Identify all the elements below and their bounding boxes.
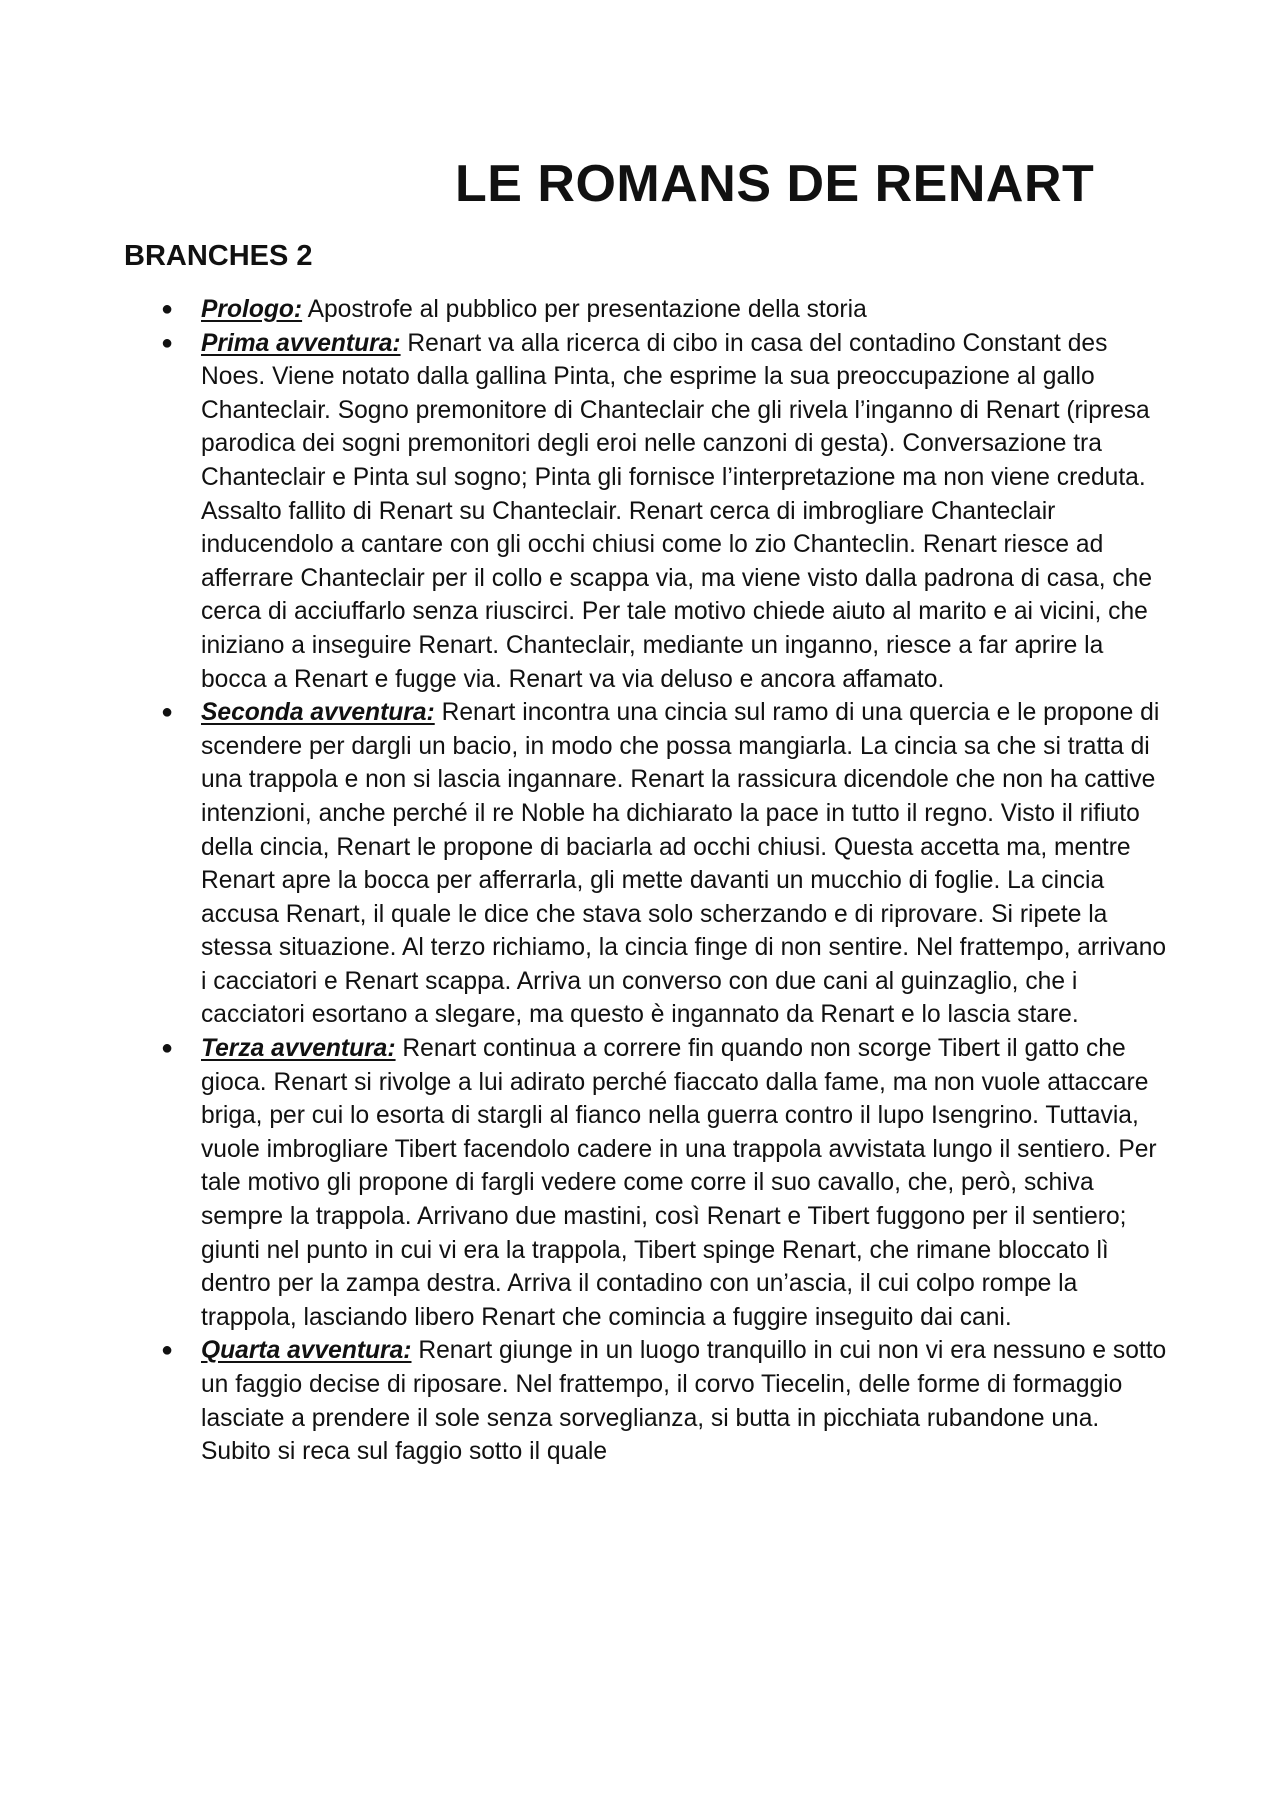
list-item — [150, 1032, 1170, 1334]
section-heading: BRANCHES 2 — [124, 240, 313, 272]
item-label: Prima avventura: — [201, 329, 401, 357]
item-label: Seconda avventura: — [201, 699, 435, 727]
item-text: Renart continua a correre fin quando non scorge Tibert il gatto che gioca. Renart si rivolge a lui adirato perché fiaccato dalla fame, ma non vuole attaccare briga, per cui lo esorta di stargli al fianco nella guerra contro il lupo Isengrino. Tuttavia, vuole imbrogliare Tibert facendolo cadere in una trappola avvistata lungo il sentiero. Per tale motivo gli propone di fargli vedere come corre il suo cavallo, che, però, schiva sempre la trappola. Arrivano due mastini, così Renart e Tibert fuggono per il sentiero; giunti nel punto in cui vi era la trappola, Tibert spinge Renart, che rimane bloccato lì dentro per la zampa destra. Arriva il contadino con un’ascia, il cui colpo rompe la trappola, lasciando libero Renart che comincia a fuggire inseguito dai cani. — [201, 1035, 1157, 1331]
document-title: LE ROMANS DE RENART — [455, 155, 1095, 213]
list-item — [150, 293, 1170, 327]
item-label: Terza avventura: — [201, 1035, 396, 1063]
bullet-icon: ● — [161, 1339, 174, 1362]
item-text: Renart giunge in un luogo tranquillo in cui non vi era nessuno e sotto un faggio decise di riposare. Nel frattempo, il corvo Tiecelin, delle forme di formaggio lasciate a prendere il sole senza sorveglianza, si butta in picchiata rubandone una. Subito si reca sul faggio sotto il quale — [201, 1337, 1167, 1466]
list-item — [150, 327, 1170, 697]
list-item — [150, 696, 1170, 1032]
adventure-list — [150, 293, 1170, 1469]
item-text: Renart incontra una cincia sul ramo di una quercia e le propone di scendere per dargli un bacio, in modo che possa mangiarla. La cincia sa che si tratta di una trappola e non si lascia ingannare. Renart la rassicura dicendole che non ha cattive intenzioni, anche perché il re Noble ha dichiarato la pace in tutto il regno. Visto il rifiuto della cincia, Renart le propone di baciarla ad occhi chiusi. Questa accetta ma, mentre Renart apre la bocca per afferrarla, gli mette davanti un mucchio di foglie. La cincia accusa Renart, il quale le dice che stava solo scherzando e di riprovare. Si ripete la stessa situazione. Al terzo richiamo, la cincia finge di non sentire. Nel frattempo, arrivano i cacciatori e Renart scappa. Arriva un converso con due cani al guinzaglio, che i cacciatori esortano a slegare, ma questo è ingannato da Renart e lo lascia stare. — [201, 699, 1167, 1029]
item-label: Prologo: — [201, 296, 303, 323]
item-text: Renart va alla ricerca di cibo in casa del contadino Constant des Noes. Viene notato dalla gallina Pinta, che esprime la sua preoccupazione al gallo Chanteclair. Sogno premonitore di Chanteclair che gli rivela l’inganno di Renart (ripresa parodica dei sogni premonitori degli eroi nelle canzoni di gesta). Conversazione tra Chanteclair e Pinta sul sogno; Pinta gli fornisce l’interpretazione ma non viene creduta. Assalto fallito di Renart su Chanteclair. Renart cerca di imbrogliare Chanteclair inducendolo a cantare con gli occhi chiusi come lo zio Chanteclin. Renart riesce ad afferrare Chanteclair per il collo e scappa via, ma viene visto dalla padrona di casa, che cerca di acciuffarlo senza riuscirci. Per tale motivo chiede aiuto al marito e ai vicini, che iniziano a inseguire Renart. Chanteclair, mediante un inganno, riesce a far aprire la bocca a Renart e fugge via. Renart va via deluso e ancora affamato. — [201, 329, 1153, 693]
bullet-icon: ● — [161, 331, 174, 354]
item-text: Apostrofe al pubblico per presentazione della storia — [307, 296, 867, 323]
list-item — [150, 1334, 1170, 1468]
bullet-icon: ● — [161, 1037, 174, 1060]
item-label: Quarta avventura: — [201, 1337, 412, 1365]
bullet-icon: ● — [161, 298, 174, 320]
bullet-icon: ● — [161, 701, 174, 724]
